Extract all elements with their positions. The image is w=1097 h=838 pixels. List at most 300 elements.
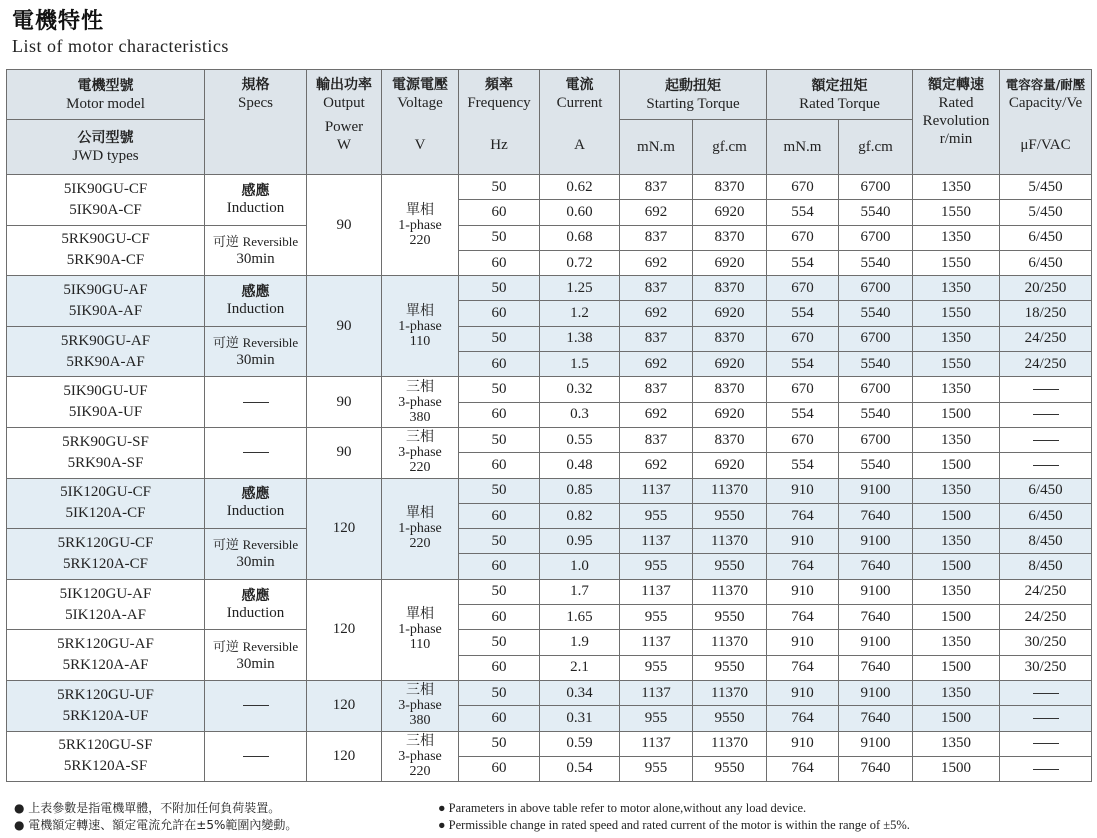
start-gfcm-cell: 8370 (693, 276, 767, 301)
capacity-cell (1000, 427, 1092, 452)
output-cell: 120 (307, 731, 382, 782)
model-name: 5IK90A-AF (68, 302, 143, 319)
spec-duration: 30min (236, 554, 275, 571)
rated-speed-cell: 1350 (913, 478, 1000, 503)
spec-en: Reversible (242, 638, 299, 654)
voltage-phase-zh: 三相 (406, 732, 434, 749)
model-name: 5IK90GU-CF (63, 180, 148, 197)
voltage-cell (382, 377, 459, 428)
model-cell (7, 478, 205, 529)
capacity-cell: 5/450 (1000, 175, 1092, 200)
output-cell: 90 (307, 276, 382, 377)
frequency-cell: 50 (459, 630, 540, 655)
frequency-cell: 50 (459, 680, 540, 705)
capacity-cell: 24/250 (1000, 579, 1092, 604)
capacity-cell: 8/450 (1000, 554, 1092, 579)
spec-zh: 可逆 (212, 538, 239, 554)
spec-duration: 30min (236, 655, 275, 672)
rated-mnm-cell: 910 (767, 579, 839, 604)
header-starting-torque: 起動扭矩 Starting Torque (620, 70, 767, 120)
capacity-cell (1000, 377, 1092, 402)
start-mnm-cell: 955 (620, 706, 693, 731)
current-cell: 0.60 (540, 200, 620, 225)
header-model: 電機型號 Motor model (7, 70, 205, 120)
header-rated-mnm: mN.m (767, 120, 839, 175)
start-gfcm-cell: 11370 (693, 731, 767, 756)
model-name: 5RK120A-UF (62, 707, 149, 724)
rated-gfcm-cell: 6700 (839, 377, 913, 402)
capacity-cell (1000, 731, 1092, 756)
rated-mnm-cell: 554 (767, 250, 839, 275)
table-row (7, 529, 1092, 554)
rated-speed-cell: 1500 (913, 756, 1000, 781)
capacity-cell: 6/450 (1000, 225, 1092, 250)
frequency-cell: 50 (459, 579, 540, 604)
table-row (7, 478, 1092, 503)
note-en-2: ● Permissible change in rated speed and rated current of the motor is within the range of ±5%. (438, 818, 910, 832)
current-cell: 0.62 (540, 175, 620, 200)
spec-cell (205, 579, 307, 630)
frequency-cell: 60 (459, 655, 540, 680)
rated-gfcm-cell: 5540 (839, 453, 913, 478)
rated-speed-cell: 1350 (913, 377, 1000, 402)
rated-gfcm-cell: 7640 (839, 554, 913, 579)
rated-speed-cell: 1500 (913, 605, 1000, 630)
voltage-value: 220 (409, 763, 431, 779)
voltage-phase-zh: 單相 (406, 606, 434, 623)
current-cell: 0.55 (540, 427, 620, 452)
rated-gfcm-cell: 7640 (839, 503, 913, 528)
spec-duration: 30min (236, 250, 275, 267)
frequency-cell: 50 (459, 529, 540, 554)
model-name: 5RK90A-AF (66, 353, 145, 370)
spec-reversible-line (205, 638, 306, 656)
start-mnm-cell: 692 (620, 352, 693, 377)
frequency-cell: 60 (459, 402, 540, 427)
spec-reversible-line (205, 233, 306, 251)
output-cell: 90 (307, 427, 382, 478)
model-name: 5RK120A-CF (62, 555, 148, 572)
voltage-phase-en: 1-phase (398, 318, 442, 334)
motor-characteristics-table-wrap (6, 69, 1091, 782)
frequency-cell: 50 (459, 276, 540, 301)
spec-zh: 感應 (241, 182, 270, 199)
frequency-cell: 60 (459, 250, 540, 275)
start-gfcm-cell: 11370 (693, 478, 767, 503)
voltage-phase-en: 1-phase (398, 622, 442, 638)
voltage-phase-en: 3-phase (398, 445, 442, 461)
model-name: 5RK90A-SF (67, 454, 144, 471)
start-gfcm-cell: 6920 (693, 402, 767, 427)
rated-mnm-cell: 670 (767, 427, 839, 452)
table-row (7, 427, 1092, 452)
current-cell: 0.32 (540, 377, 620, 402)
rated-gfcm-cell: 6700 (839, 427, 913, 452)
start-gfcm-cell: 11370 (693, 579, 767, 604)
motor-characteristics-table (6, 69, 1092, 782)
spec-zh: 感應 (241, 486, 270, 503)
model-cell (7, 276, 205, 327)
table-row (7, 731, 1092, 756)
rated-gfcm-cell: 6700 (839, 225, 913, 250)
rated-gfcm-cell: 7640 (839, 706, 913, 731)
dash-mark (1033, 693, 1059, 694)
rated-gfcm-cell: 6700 (839, 175, 913, 200)
rated-gfcm-cell: 9100 (839, 478, 913, 503)
table-row (7, 579, 1092, 604)
table-row (7, 326, 1092, 351)
model-cell (7, 680, 205, 731)
frequency-cell: 60 (459, 453, 540, 478)
capacity-cell: 6/450 (1000, 478, 1092, 503)
header-specs: 規格 Specs (205, 70, 307, 175)
table-row (7, 175, 1092, 200)
current-cell: 2.1 (540, 655, 620, 680)
model-name: 5IK120A-AF (65, 606, 146, 623)
voltage-value: 380 (409, 713, 431, 729)
capacity-cell (1000, 680, 1092, 705)
start-mnm-cell: 692 (620, 453, 693, 478)
current-cell: 0.72 (540, 250, 620, 275)
rated-gfcm-cell: 9100 (839, 680, 913, 705)
capacity-cell: 6/450 (1000, 250, 1092, 275)
rated-speed-cell: 1350 (913, 427, 1000, 452)
model-name: 5RK120GU-AF (57, 636, 154, 653)
start-gfcm-cell: 9550 (693, 554, 767, 579)
voltage-phase-en: 1-phase (398, 217, 442, 233)
spec-zh: 可逆 (212, 639, 239, 655)
spec-cell (205, 731, 307, 782)
output-cell: 120 (307, 680, 382, 731)
start-mnm-cell: 955 (620, 503, 693, 528)
start-gfcm-cell: 6920 (693, 250, 767, 275)
voltage-cell (382, 478, 459, 579)
start-gfcm-cell: 9550 (693, 706, 767, 731)
rated-speed-cell: 1350 (913, 276, 1000, 301)
current-cell: 1.38 (540, 326, 620, 351)
capacity-cell: 20/250 (1000, 276, 1092, 301)
start-mnm-cell: 1137 (620, 529, 693, 554)
voltage-value: 110 (409, 333, 431, 349)
model-name: 5IK120A-CF (65, 505, 146, 522)
capacity-cell: 6/450 (1000, 503, 1092, 528)
start-gfcm-cell: 11370 (693, 630, 767, 655)
start-mnm-cell: 1137 (620, 680, 693, 705)
dash-mark (1033, 718, 1059, 719)
dash-mark (1033, 389, 1059, 390)
start-mnm-cell: 837 (620, 326, 693, 351)
rated-speed-cell: 1500 (913, 503, 1000, 528)
rated-mnm-cell: 670 (767, 276, 839, 301)
rated-gfcm-cell: 9100 (839, 579, 913, 604)
rated-speed-cell: 1350 (913, 326, 1000, 351)
rated-speed-cell: 1350 (913, 579, 1000, 604)
rated-speed-cell: 1500 (913, 706, 1000, 731)
notes-en (438, 800, 910, 834)
rated-speed-cell: 1350 (913, 630, 1000, 655)
rated-speed-cell: 1350 (913, 680, 1000, 705)
capacity-cell (1000, 402, 1092, 427)
header-rated-torque: 額定扭矩 Rated Torque (767, 70, 913, 120)
start-gfcm-cell: 8370 (693, 225, 767, 250)
rated-gfcm-cell: 5540 (839, 301, 913, 326)
voltage-cell (382, 175, 459, 276)
note-zh-2: ● 電機額定轉速、額定電流允許在±5%範圍內變動。 (14, 818, 298, 832)
frequency-cell: 60 (459, 200, 540, 225)
rated-mnm-cell: 670 (767, 377, 839, 402)
capacity-cell: 24/250 (1000, 326, 1092, 351)
rated-gfcm-cell: 5540 (839, 200, 913, 225)
model-name: 5RK90GU-SF (62, 433, 149, 450)
header-voltage: 電源電壓 Voltage V (382, 70, 459, 175)
start-gfcm-cell: 8370 (693, 377, 767, 402)
model-cell (7, 630, 205, 681)
rated-gfcm-cell: 5540 (839, 352, 913, 377)
start-mnm-cell: 955 (620, 655, 693, 680)
spec-en: Induction (226, 199, 285, 216)
voltage-phase-en: 3-phase (398, 698, 442, 714)
voltage-value: 220 (409, 536, 431, 552)
rated-mnm-cell: 554 (767, 402, 839, 427)
voltage-cell (382, 680, 459, 731)
rated-speed-cell: 1500 (913, 655, 1000, 680)
rated-mnm-cell: 910 (767, 680, 839, 705)
rated-mnm-cell: 764 (767, 503, 839, 528)
spec-cell (205, 630, 307, 681)
start-mnm-cell: 837 (620, 175, 693, 200)
capacity-cell: 24/250 (1000, 352, 1092, 377)
start-mnm-cell: 692 (620, 402, 693, 427)
rated-mnm-cell: 910 (767, 529, 839, 554)
current-cell: 0.85 (540, 478, 620, 503)
model-name: 5IK90A-CF (69, 201, 142, 218)
note-zh-1: ● 上表參數是指電機單體，不附加任何負荷裝置。 (14, 801, 281, 815)
frequency-cell: 60 (459, 756, 540, 781)
voltage-value: 110 (409, 637, 431, 653)
model-name: 5RK90GU-AF (60, 332, 151, 349)
output-cell: 120 (307, 478, 382, 579)
rated-mnm-cell: 554 (767, 200, 839, 225)
frequency-cell: 50 (459, 427, 540, 452)
voltage-phase-zh: 三相 (406, 378, 434, 395)
model-name: 5IK120GU-AF (59, 585, 152, 602)
spec-en: Induction (226, 503, 285, 520)
spec-cell (205, 377, 307, 428)
rated-gfcm-cell: 7640 (839, 605, 913, 630)
spec-cell (205, 680, 307, 731)
header-frequency: 頻率 Frequency Hz (459, 70, 540, 175)
start-mnm-cell: 837 (620, 225, 693, 250)
dash-mark (243, 705, 269, 706)
table-row (7, 680, 1092, 705)
start-mnm-cell: 837 (620, 427, 693, 452)
model-cell (7, 579, 205, 630)
rated-gfcm-cell: 6700 (839, 326, 913, 351)
header-output: 輸出功率 Output Power W (307, 70, 382, 175)
model-name: 5RK120GU-SF (58, 737, 153, 754)
start-gfcm-cell: 9550 (693, 756, 767, 781)
dash-mark (1033, 440, 1059, 441)
current-cell: 1.7 (540, 579, 620, 604)
model-name: 5RK120GU-CF (57, 534, 154, 551)
spec-en: Reversible (242, 537, 299, 553)
rated-mnm-cell: 670 (767, 225, 839, 250)
spec-cell (205, 478, 307, 529)
spec-reversible-line (205, 536, 306, 554)
current-cell: 0.82 (540, 503, 620, 528)
start-gfcm-cell: 11370 (693, 680, 767, 705)
spec-en: Induction (226, 604, 285, 621)
frequency-cell: 50 (459, 175, 540, 200)
start-mnm-cell: 692 (620, 301, 693, 326)
output-cell: 90 (307, 377, 382, 428)
model-name: 5RK90GU-CF (61, 231, 150, 248)
rated-mnm-cell: 910 (767, 630, 839, 655)
rated-gfcm-cell: 6700 (839, 276, 913, 301)
spec-cell (205, 225, 307, 276)
rated-speed-cell: 1550 (913, 352, 1000, 377)
model-name: 5RK120GU-UF (57, 686, 154, 703)
start-gfcm-cell: 9550 (693, 503, 767, 528)
table-body (7, 175, 1092, 782)
voltage-value: 220 (409, 232, 431, 248)
current-cell: 1.9 (540, 630, 620, 655)
current-cell: 1.0 (540, 554, 620, 579)
voltage-value: 220 (409, 460, 431, 476)
rated-speed-cell: 1500 (913, 402, 1000, 427)
header-company-type: 公司型號 JWD types (7, 120, 205, 175)
start-mnm-cell: 837 (620, 377, 693, 402)
model-cell (7, 529, 205, 580)
current-cell: 1.65 (540, 605, 620, 630)
model-cell (7, 377, 205, 428)
table-row (7, 377, 1092, 402)
model-name: 5RK90A-CF (66, 252, 145, 269)
rated-mnm-cell: 670 (767, 175, 839, 200)
start-mnm-cell: 692 (620, 200, 693, 225)
model-cell (7, 175, 205, 226)
note-en-1: ● Parameters in above table refer to motor alone,without any load device. (438, 801, 807, 815)
dash-mark (1033, 743, 1059, 744)
voltage-phase-en: 3-phase (398, 748, 442, 764)
rated-mnm-cell: 764 (767, 706, 839, 731)
rated-mnm-cell: 554 (767, 453, 839, 478)
current-cell: 1.5 (540, 352, 620, 377)
dash-mark (243, 756, 269, 757)
voltage-cell (382, 276, 459, 377)
spec-zh: 可逆 (212, 234, 239, 250)
voltage-phase-en: 1-phase (398, 521, 442, 537)
capacity-cell: 5/450 (1000, 200, 1092, 225)
capacity-cell: 30/250 (1000, 630, 1092, 655)
rated-speed-cell: 1500 (913, 554, 1000, 579)
start-gfcm-cell: 8370 (693, 175, 767, 200)
rated-speed-cell: 1350 (913, 529, 1000, 554)
frequency-cell: 60 (459, 554, 540, 579)
capacity-cell: 24/250 (1000, 605, 1092, 630)
current-cell: 0.68 (540, 225, 620, 250)
header-rated-speed: 額定轉速 Rated Revolution r/min (913, 70, 1000, 175)
table-row (7, 276, 1092, 301)
start-gfcm-cell: 8370 (693, 326, 767, 351)
start-gfcm-cell: 6920 (693, 352, 767, 377)
header-start-gfcm: gf.cm (693, 120, 767, 175)
voltage-phase-zh: 單相 (406, 505, 434, 522)
capacity-cell (1000, 756, 1092, 781)
header-start-mnm: mN.m (620, 120, 693, 175)
frequency-cell: 50 (459, 731, 540, 756)
rated-gfcm-cell: 7640 (839, 655, 913, 680)
current-cell: 0.54 (540, 756, 620, 781)
rated-speed-cell: 1500 (913, 453, 1000, 478)
frequency-cell: 60 (459, 301, 540, 326)
rated-mnm-cell: 670 (767, 326, 839, 351)
capacity-cell: 18/250 (1000, 301, 1092, 326)
voltage-cell (382, 579, 459, 680)
voltage-phase-en: 3-phase (398, 394, 442, 410)
spec-en: Reversible (242, 233, 299, 249)
dash-mark (243, 452, 269, 453)
notes-zh (14, 800, 297, 834)
start-mnm-cell: 1137 (620, 579, 693, 604)
voltage-cell (382, 427, 459, 478)
model-name: 5RK120A-AF (62, 657, 149, 674)
start-gfcm-cell: 11370 (693, 529, 767, 554)
rated-speed-cell: 1350 (913, 225, 1000, 250)
spec-cell (205, 276, 307, 327)
start-gfcm-cell: 9550 (693, 655, 767, 680)
model-cell (7, 225, 205, 276)
start-mnm-cell: 1137 (620, 478, 693, 503)
frequency-cell: 60 (459, 706, 540, 731)
rated-mnm-cell: 764 (767, 554, 839, 579)
current-cell: 0.48 (540, 453, 620, 478)
model-name: 5IK90GU-AF (63, 281, 148, 298)
dash-mark (1033, 414, 1059, 415)
start-mnm-cell: 955 (620, 554, 693, 579)
start-mnm-cell: 955 (620, 605, 693, 630)
spec-cell (205, 529, 307, 580)
current-cell: 0.31 (540, 706, 620, 731)
frequency-cell: 50 (459, 326, 540, 351)
frequency-cell: 60 (459, 352, 540, 377)
rated-mnm-cell: 910 (767, 478, 839, 503)
output-cell: 90 (307, 175, 382, 276)
rated-gfcm-cell: 9100 (839, 529, 913, 554)
header-capacity: 電容容量/耐壓 Capacity/Ve μF/VAC (1000, 70, 1092, 175)
capacity-cell: 8/450 (1000, 529, 1092, 554)
spec-zh: 可逆 (212, 336, 239, 352)
page-title: 電機特性 (12, 9, 105, 34)
rated-mnm-cell: 764 (767, 655, 839, 680)
model-name: 5IK120GU-CF (60, 484, 151, 501)
capacity-cell (1000, 453, 1092, 478)
current-cell: 0.3 (540, 402, 620, 427)
frequency-cell: 50 (459, 225, 540, 250)
current-cell: 1.2 (540, 301, 620, 326)
spec-cell (205, 175, 307, 226)
current-cell: 0.59 (540, 731, 620, 756)
voltage-phase-zh: 單相 (406, 201, 434, 218)
start-mnm-cell: 837 (620, 276, 693, 301)
output-cell: 120 (307, 579, 382, 680)
rated-gfcm-cell: 5540 (839, 402, 913, 427)
voltage-phase-zh: 三相 (406, 682, 434, 699)
header-current: 電流 Current A (540, 70, 620, 175)
model-cell (7, 731, 205, 782)
rated-mnm-cell: 764 (767, 605, 839, 630)
rated-gfcm-cell: 7640 (839, 756, 913, 781)
